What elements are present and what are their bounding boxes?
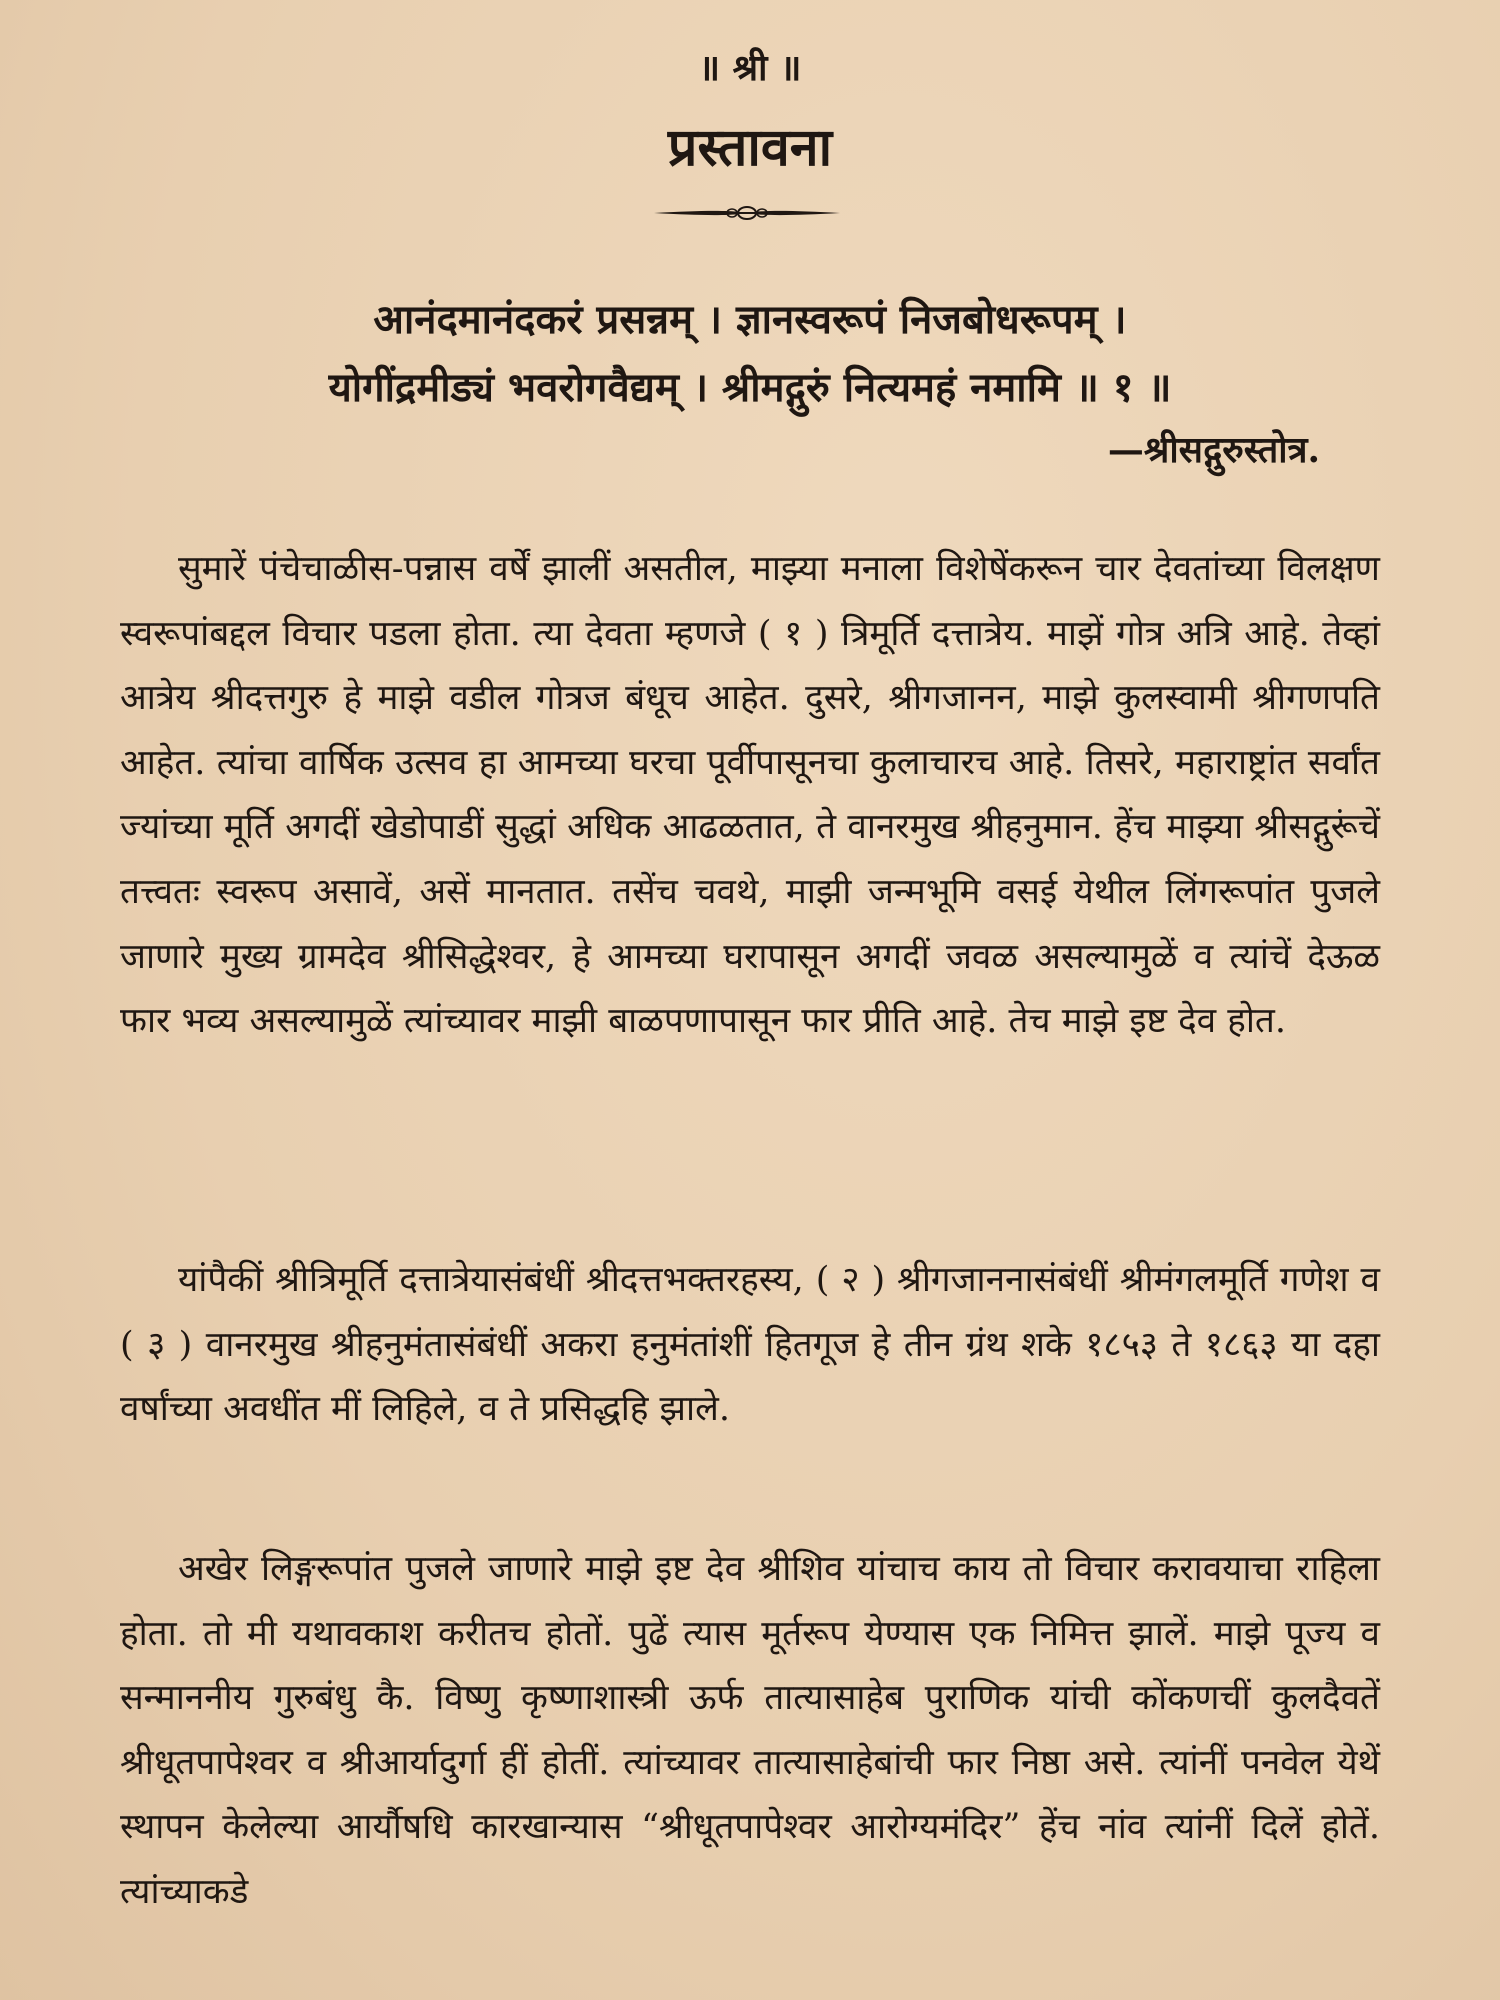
verse-attribution: —श्रीसद्गुरुस्तोत्र.	[1107, 429, 1320, 471]
paragraph-2: यांपैकीं श्रीत्रिमूर्ति दत्तात्रेयासंबंधीं श्रीदत्तभक्तरहस्य, ( २ ) श्रीगजाननासंबंधीं श्रीमंगलमूर्ति गणेश व ( ३ ) वानरमुख श्रीहनुमंतासंबंधीं अकरा हनुमंतांशीं हितगूज हे तीन ग्रंथ शके १८५३ ते १८६३ या दहा वर्षांच्या अवधींत मीं लिहिले, व ते प्रसिद्धहि झाले.	[120, 1260, 1380, 1430]
verse-line-1: आनंदमानंदकरं प्रसन्नम् । ज्ञानस्वरूपं निजबोधरूपम् ।	[373, 296, 1127, 343]
invocation-heading: ॥ श्री ॥	[698, 47, 802, 89]
page-title: प्रस्तावना	[667, 117, 833, 178]
ornament-divider-icon	[652, 202, 842, 224]
paragraph-1: सुमारें पंचेचाळीस-पन्नास वर्षें झालीं असतील, माझ्या मनाला विशेषेंकरून चार देवतांच्या विलक्षण स्वरूपांबद्दल विचार पडला होता. त्या देवता म्हणजे ( १ ) त्रिमूर्ति दत्तात्रेय. माझें गोत्र अत्रि आहे. तेव्हां आत्रेय श्रीदत्तगुरु हे माझे वडील गोत्रज बंधूच आहेत. दुसरे, श्रीगजानन, माझे कुलस्वामी श्रीगणपति आहेत. त्यांचा वार्षिक उत्सव हा आमच्या घरचा पूर्वीपासूनचा कुलाचारच आहे. तिसरे, महाराष्ट्रांत सर्वांत ज्यांच्या मूर्ति अगदीं खेडोपाडीं सुद्धां अधिक आढळतात, ते वानरमुख श्रीहनुमान. हेंच माझ्या श्रीसद्गुरूंचें तत्त्वतः स्वरूप असावें, असें मानतात. तसेंच चवथे, माझी जन्मभूमि वसई येथील लिंगरूपांत पुजले जाणारे मुख्य ग्रामदेव श्रीसिद्धेश्वर, हे आमच्या घरापासून अगदीं जवळ असल्यामुळें व त्यांचें देऊळ फार भव्य असल्यामुळें त्यांच्यावर माझी बाळपणापासून फार प्रीति आहे. तेच माझे इष्ट देव होत.	[120, 549, 1380, 1042]
verse-line-2: योगींद्रमीड्यं भवरोगवैद्यम् । श्रीमद्गुरुं नित्यमहं नमामि ॥ १ ॥	[328, 364, 1172, 411]
paragraph-3: अखेर लिङ्गरूपांत पुजले जाणारे माझे इष्ट देव श्रीशिव यांचाच काय तो विचार करावयाचा राहिला होता. तो मी यथावकाश करीतच होतों. पुढें त्यास मूर्तरूप येण्यास एक निमित्त झालें. माझे पूज्य व सन्माननीय गुरुबंधु कै. विष्णु कृष्णाशास्त्री ऊर्फ तात्यासाहेब पुराणिक यांची कोंकणचीं कुलदैवतें श्रीधूतपापेश्वर व श्रीआर्यादुर्गा हीं होतीं. त्यांच्यावर तात्यासाहेबांची फार निष्ठा असे. त्यांनीं पनवेल येथें स्थापन केलेल्या आर्यौषधि कारखान्यास “श्रीधूतपापेश्वर आरोग्यमंदिर” हेंच नांव त्यांनीं दिलें होतें. त्यांच्याकडे	[120, 1549, 1380, 1912]
